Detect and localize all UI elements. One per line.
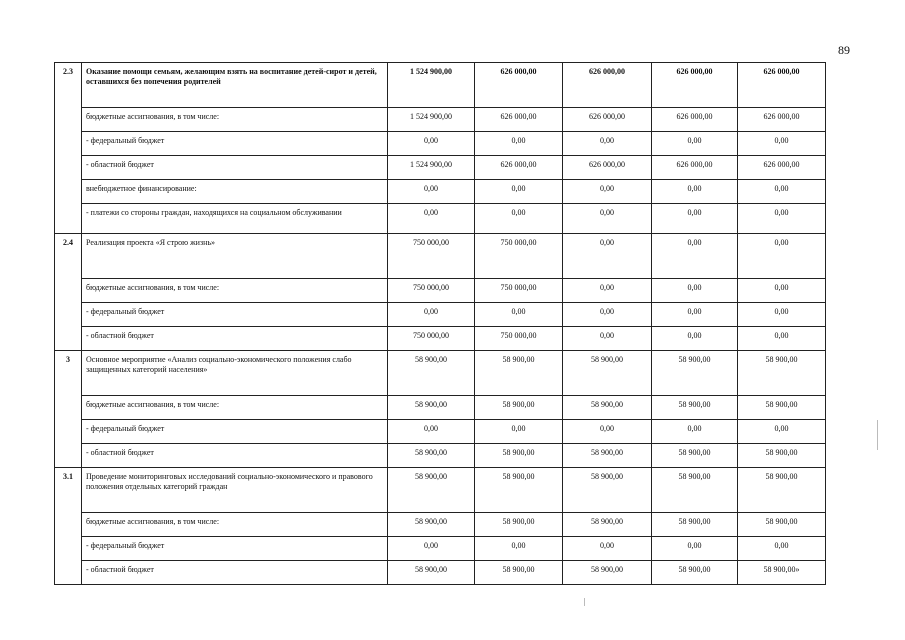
amount-cell: 626 000,00 (738, 156, 826, 180)
amount-cell: 58 900,00 (563, 351, 652, 396)
amount-cell: 58 900,00 (475, 513, 563, 537)
page-number: 89 (838, 43, 850, 57)
row-description: - федеральный бюджет (82, 420, 388, 444)
amount-cell: 0,00 (563, 204, 652, 234)
row-description: - областной бюджет (82, 156, 388, 180)
amount-cell: 58 900,00 (652, 561, 738, 585)
amount-cell: 58 900,00 (388, 444, 475, 468)
amount-cell: 626 000,00 (652, 156, 738, 180)
amount-cell: 750 000,00 (475, 327, 563, 351)
amount-cell: 626 000,00 (563, 108, 652, 132)
amount-cell: 58 900,00 (475, 444, 563, 468)
row-description: Проведение мониторинговых исследований социально-экономического и правового положения отдельных категорий граждан (82, 468, 388, 513)
amount-cell: 58 900,00 (652, 444, 738, 468)
amount-cell: 0,00 (738, 132, 826, 156)
table-row-source (55, 327, 826, 351)
row-description: - платежи со стороны граждан, находящихся на социальном обслуживании (82, 204, 388, 234)
row-description: бюджетные ассигнования, в том числе: (82, 279, 388, 303)
amount-cell: 0,00 (475, 204, 563, 234)
amount-cell: 58 900,00 (388, 396, 475, 420)
row-description: - федеральный бюджет (82, 132, 388, 156)
amount-cell: 0,00 (563, 327, 652, 351)
table-row-source (55, 180, 826, 204)
amount-cell: 58 900,00 (563, 396, 652, 420)
table-row-item (55, 468, 826, 513)
amount-cell: 0,00 (388, 303, 475, 327)
amount-cell: 58 900,00 (652, 396, 738, 420)
amount-cell: 0,00 (563, 279, 652, 303)
item-number: 3 (55, 351, 82, 468)
item-number: 2.4 (55, 234, 82, 351)
amount-cell: 0,00 (563, 234, 652, 279)
row-description: - областной бюджет (82, 327, 388, 351)
row-description: бюджетные ассигнования, в том числе: (82, 108, 388, 132)
table-row-item (55, 234, 826, 279)
table-row-source (55, 513, 826, 537)
amount-cell: 0,00 (652, 327, 738, 351)
amount-cell: 0,00 (388, 180, 475, 204)
scan-mark (584, 598, 585, 606)
row-description: - федеральный бюджет (82, 303, 388, 327)
amount-cell: 1 524 900,00 (388, 156, 475, 180)
amount-cell: 0,00 (563, 537, 652, 561)
amount-cell: 626 000,00 (563, 156, 652, 180)
table-row-item (55, 63, 826, 108)
amount-cell: 0,00 (738, 234, 826, 279)
amount-cell: 58 900,00 (563, 468, 652, 513)
amount-cell: 626 000,00 (652, 63, 738, 108)
amount-cell: 0,00 (738, 537, 826, 561)
amount-cell: 58 900,00 (738, 444, 826, 468)
amount-cell: 0,00 (388, 204, 475, 234)
amount-cell: 750 000,00 (475, 234, 563, 279)
row-description: бюджетные ассигнования, в том числе: (82, 513, 388, 537)
amount-cell: 626 000,00 (738, 63, 826, 108)
item-number: 2.3 (55, 63, 82, 234)
amount-cell: 58 900,00 (388, 561, 475, 585)
row-description: - федеральный бюджет (82, 537, 388, 561)
amount-cell: 58 900,00 (652, 351, 738, 396)
amount-cell: 58 900,00 (475, 351, 563, 396)
amount-cell: 0,00 (652, 537, 738, 561)
table-row-source (55, 204, 826, 234)
amount-cell: 1 524 900,00 (388, 63, 475, 108)
amount-cell: 0,00 (388, 537, 475, 561)
row-description: - областной бюджет (82, 444, 388, 468)
amount-cell: 0,00 (652, 234, 738, 279)
amount-cell: 58 900,00 (563, 513, 652, 537)
amount-cell: 0,00 (738, 327, 826, 351)
scan-mark (877, 420, 878, 450)
amount-cell: 0,00 (563, 420, 652, 444)
amount-cell: 58 900,00 (563, 561, 652, 585)
amount-cell: 58 900,00 (652, 468, 738, 513)
row-description: Реализация проекта «Я строю жизнь» (82, 234, 388, 279)
amount-cell: 0,00 (652, 204, 738, 234)
amount-cell: 0,00 (652, 132, 738, 156)
amount-cell: 58 900,00 (388, 351, 475, 396)
amount-cell: 0,00 (475, 303, 563, 327)
amount-cell: 58 900,00 (388, 513, 475, 537)
row-description: бюджетные ассигнования, в том числе: (82, 396, 388, 420)
row-description: - областной бюджет (82, 561, 388, 585)
table-row-source (55, 108, 826, 132)
amount-cell: 0,00 (563, 180, 652, 204)
amount-cell: 626 000,00 (652, 108, 738, 132)
amount-cell: 626 000,00 (563, 63, 652, 108)
amount-cell: 0,00 (475, 420, 563, 444)
amount-cell: 58 900,00 (738, 513, 826, 537)
row-description: Основное мероприятие «Анализ социально-экономического положения слабо защищенных категорий населения» (82, 351, 388, 396)
table-row-source (55, 561, 826, 585)
table-row-source (55, 537, 826, 561)
amount-cell: 58 900,00 (738, 396, 826, 420)
table-row-source (55, 279, 826, 303)
amount-cell: 626 000,00 (738, 108, 826, 132)
row-description: Оказание помощи семьям, желающим взять на воспитание детей-сирот и детей, оставшихся без попечения родителей (82, 63, 388, 108)
amount-cell: 0,00 (652, 420, 738, 444)
table-row-source (55, 396, 826, 420)
table-row-item (55, 351, 826, 396)
amount-cell: 0,00 (475, 180, 563, 204)
amount-cell: 0,00 (563, 303, 652, 327)
amount-cell: 626 000,00 (475, 63, 563, 108)
table-row-source (55, 444, 826, 468)
amount-cell: 750 000,00 (475, 279, 563, 303)
amount-cell: 0,00 (652, 180, 738, 204)
amount-cell: 58 900,00 (475, 561, 563, 585)
amount-cell: 58 900,00» (738, 561, 826, 585)
amount-cell: 750 000,00 (388, 327, 475, 351)
amount-cell: 0,00 (563, 132, 652, 156)
amount-cell: 58 900,00 (652, 513, 738, 537)
amount-cell: 58 900,00 (388, 468, 475, 513)
amount-cell: 0,00 (475, 132, 563, 156)
amount-cell: 0,00 (738, 279, 826, 303)
amount-cell: 58 900,00 (738, 351, 826, 396)
amount-cell: 626 000,00 (475, 108, 563, 132)
row-description: внебюджетное финансирование: (82, 180, 388, 204)
amount-cell: 0,00 (388, 420, 475, 444)
amount-cell: 0,00 (738, 204, 826, 234)
amount-cell: 58 900,00 (475, 396, 563, 420)
amount-cell: 0,00 (652, 303, 738, 327)
table-row-source (55, 420, 826, 444)
amount-cell: 58 900,00 (738, 468, 826, 513)
amount-cell: 1 524 900,00 (388, 108, 475, 132)
amount-cell: 0,00 (652, 279, 738, 303)
amount-cell: 750 000,00 (388, 279, 475, 303)
table-row-source (55, 156, 826, 180)
amount-cell: 0,00 (388, 132, 475, 156)
amount-cell: 0,00 (738, 420, 826, 444)
table-row-source (55, 303, 826, 327)
amount-cell: 0,00 (475, 537, 563, 561)
table-row-source (55, 132, 826, 156)
amount-cell: 0,00 (738, 303, 826, 327)
amount-cell: 0,00 (738, 180, 826, 204)
item-number: 3.1 (55, 468, 82, 585)
amount-cell: 58 900,00 (563, 444, 652, 468)
amount-cell: 58 900,00 (475, 468, 563, 513)
budget-table (54, 62, 826, 585)
amount-cell: 750 000,00 (388, 234, 475, 279)
amount-cell: 626 000,00 (475, 156, 563, 180)
